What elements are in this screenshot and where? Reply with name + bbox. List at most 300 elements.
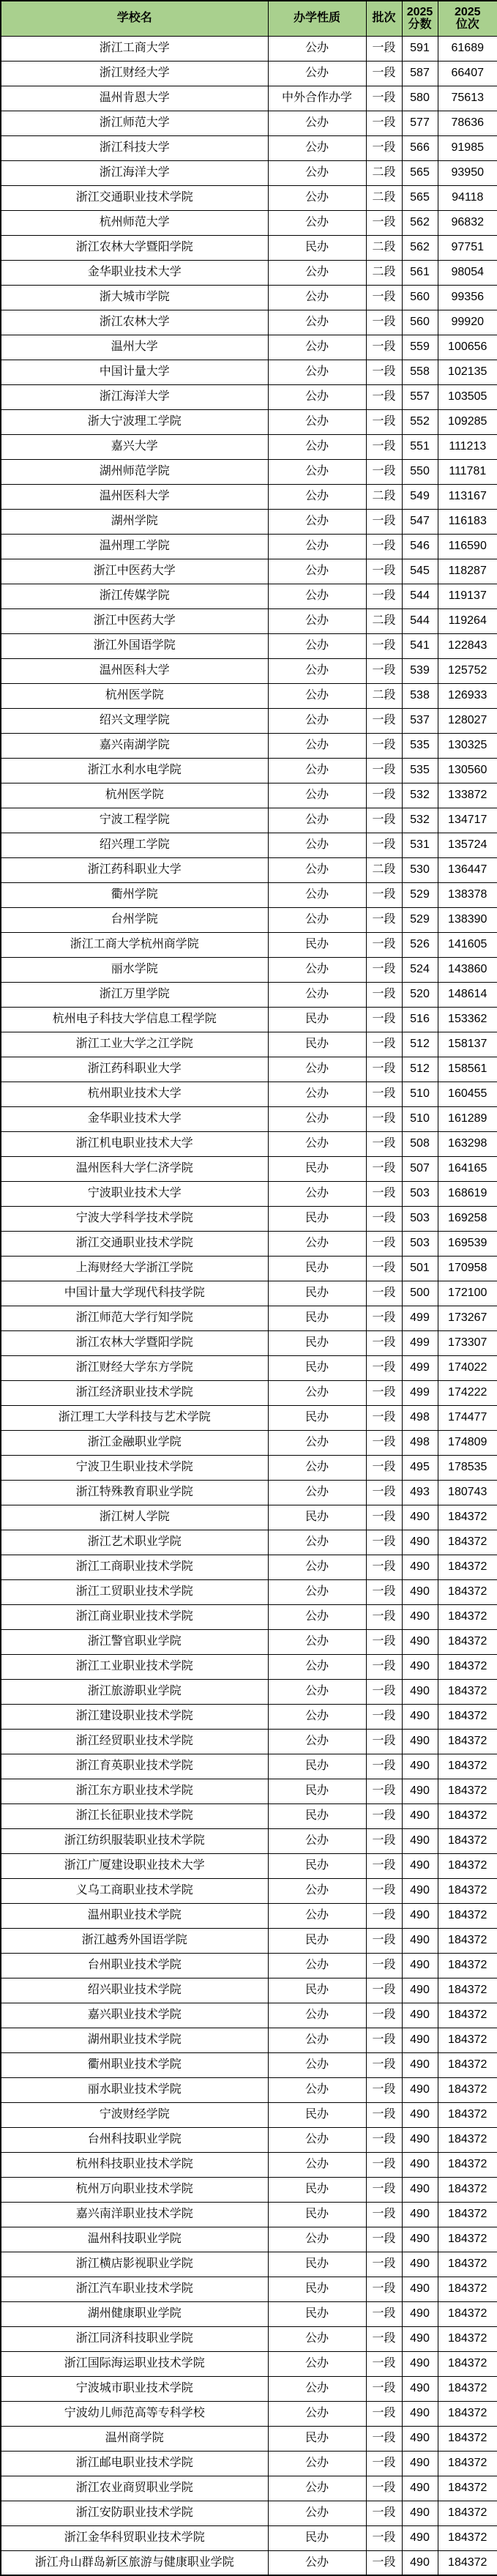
rank-cell: 184372	[438, 2127, 497, 2152]
rank-cell: 184372	[438, 2202, 497, 2227]
score-cell: 562	[402, 210, 438, 235]
table-row	[1, 1405, 497, 1430]
school-name-cell: 湖州职业技术学院	[1, 2028, 268, 2052]
rank-cell: 111213	[438, 434, 497, 459]
rank-cell: 164165	[438, 1156, 497, 1181]
rank-cell: 184372	[438, 2277, 497, 2301]
school-name-cell: 浙江工商大学杭州商学院	[1, 932, 268, 957]
school-name-cell: 宁波幼儿师范高等专科学校	[1, 2401, 268, 2426]
batch-cell: 一段	[366, 2426, 402, 2451]
batch-cell: 一段	[366, 2451, 402, 2476]
rank-cell: 109285	[438, 409, 497, 434]
rank-cell: 174022	[438, 1355, 497, 1380]
table-row	[1, 584, 497, 608]
rank-cell: 184372	[438, 1779, 497, 1803]
table-row	[1, 210, 497, 235]
table-row	[1, 1032, 497, 1057]
rank-cell: 169539	[438, 1231, 497, 1256]
type-cell: 民办	[268, 1007, 366, 1032]
type-cell: 公办	[268, 733, 366, 758]
rank-cell: 184372	[438, 1654, 497, 1679]
type-cell: 公办	[268, 1679, 366, 1704]
rank-cell: 160455	[438, 1082, 497, 1106]
table-row	[1, 907, 497, 932]
batch-cell: 一段	[366, 1878, 402, 1903]
table-row	[1, 135, 497, 160]
table-row	[1, 1131, 497, 1156]
table-row	[1, 111, 497, 135]
rank-cell: 184372	[438, 2326, 497, 2351]
school-name-cell: 中国计量大学	[1, 360, 268, 384]
header-rank-line2: 位次	[455, 18, 479, 31]
type-cell: 公办	[268, 1903, 366, 1928]
batch-cell: 一段	[366, 833, 402, 857]
table-row	[1, 1803, 497, 1828]
type-cell: 公办	[268, 2451, 366, 2476]
batch-cell: 一段	[366, 1306, 402, 1330]
rank-cell: 178535	[438, 1455, 497, 1480]
type-cell: 公办	[268, 559, 366, 584]
table-row	[1, 1355, 497, 1380]
type-cell: 公办	[268, 2003, 366, 2028]
type-cell: 民办	[268, 2252, 366, 2277]
score-cell: 532	[402, 783, 438, 808]
type-cell: 公办	[268, 783, 366, 808]
rank-cell: 148614	[438, 982, 497, 1007]
rank-cell: 91985	[438, 135, 497, 160]
school-name-cell: 浙江药科职业大学	[1, 1057, 268, 1082]
table-row	[1, 1181, 497, 1206]
score-cell: 490	[402, 2501, 438, 2525]
school-name-cell: 绍兴职业技术学院	[1, 1978, 268, 2003]
table-row	[1, 857, 497, 882]
batch-cell: 一段	[366, 1131, 402, 1156]
school-name-cell: 杭州万向职业技术学院	[1, 2177, 268, 2202]
table-row	[1, 235, 497, 260]
batch-cell: 一段	[366, 1106, 402, 1131]
score-cell: 495	[402, 1455, 438, 1480]
batch-cell: 一段	[366, 1231, 402, 1256]
batch-cell: 一段	[366, 1156, 402, 1181]
batch-cell: 一段	[366, 1729, 402, 1754]
type-cell: 公办	[268, 310, 366, 335]
rank-cell: 184372	[438, 2426, 497, 2451]
type-cell: 公办	[268, 1579, 366, 1604]
rank-cell: 184372	[438, 1505, 497, 1530]
table-row	[1, 658, 497, 683]
table-row	[1, 260, 497, 285]
header-type: 办学性质	[268, 1, 366, 36]
rank-cell: 143860	[438, 957, 497, 982]
school-name-cell: 台州职业技术学院	[1, 1953, 268, 1978]
rank-cell: 184372	[438, 1604, 497, 1629]
school-name-cell: 浙江工商职业技术学院	[1, 1555, 268, 1579]
type-cell: 公办	[268, 484, 366, 509]
table-row	[1, 1654, 497, 1679]
score-cell: 500	[402, 1281, 438, 1306]
table-row	[1, 833, 497, 857]
school-name-cell: 浙江理工大学科技与艺术学院	[1, 1405, 268, 1430]
batch-cell: 一段	[366, 2077, 402, 2102]
batch-cell: 一段	[366, 658, 402, 683]
type-cell: 民办	[268, 1330, 366, 1355]
score-cell: 490	[402, 2077, 438, 2102]
table-row	[1, 61, 497, 86]
type-cell: 公办	[268, 683, 366, 708]
score-cell: 490	[402, 1704, 438, 1729]
score-cell: 499	[402, 1355, 438, 1380]
type-cell: 公办	[268, 2476, 366, 2501]
score-cell: 490	[402, 2028, 438, 2052]
school-name-cell: 浙江交通职业技术学院	[1, 185, 268, 210]
type-cell: 公办	[268, 608, 366, 633]
score-cell: 538	[402, 683, 438, 708]
rank-cell: 135724	[438, 833, 497, 857]
rank-cell: 172100	[438, 1281, 497, 1306]
table-row	[1, 1978, 497, 2003]
score-cell: 510	[402, 1082, 438, 1106]
score-cell: 490	[402, 2525, 438, 2550]
type-cell: 民办	[268, 1281, 366, 1306]
batch-cell: 二段	[366, 608, 402, 633]
school-name-cell: 宁波城市职业技术学院	[1, 2376, 268, 2401]
rank-cell: 174477	[438, 1405, 497, 1430]
type-cell: 民办	[268, 1206, 366, 1231]
type-cell: 公办	[268, 808, 366, 833]
table-row	[1, 2252, 497, 2277]
table-row	[1, 1206, 497, 1231]
type-cell: 公办	[268, 384, 366, 409]
school-name-cell: 浙江工业职业技术学院	[1, 1654, 268, 1679]
batch-cell: 一段	[366, 111, 402, 135]
school-name-cell: 杭州师范大学	[1, 210, 268, 235]
header-school: 学校名	[1, 1, 268, 36]
score-cell: 512	[402, 1057, 438, 1082]
header-score-line2: 分数	[408, 18, 432, 31]
header-score	[402, 1, 438, 36]
rank-cell: 173267	[438, 1306, 497, 1330]
rank-cell: 184372	[438, 1803, 497, 1828]
batch-cell: 一段	[366, 932, 402, 957]
table-row	[1, 509, 497, 534]
table-header	[1, 1, 497, 36]
rank-cell: 66407	[438, 61, 497, 86]
type-cell: 公办	[268, 1480, 366, 1505]
type-cell: 公办	[268, 1231, 366, 1256]
type-cell: 民办	[268, 1803, 366, 1828]
type-cell: 公办	[268, 260, 366, 285]
score-cell: 490	[402, 2301, 438, 2326]
rank-cell: 158561	[438, 1057, 497, 1082]
rank-cell: 184372	[438, 2152, 497, 2177]
table-row	[1, 2451, 497, 2476]
table-row	[1, 2326, 497, 2351]
table-row	[1, 1007, 497, 1032]
score-cell: 490	[402, 1530, 438, 1555]
school-name-cell: 浙江农林大学暨阳学院	[1, 1330, 268, 1355]
rank-cell: 184372	[438, 2227, 497, 2252]
batch-cell: 一段	[366, 633, 402, 658]
score-cell: 529	[402, 907, 438, 932]
batch-cell: 一段	[366, 36, 402, 61]
table-row	[1, 1281, 497, 1306]
rank-cell: 180743	[438, 1480, 497, 1505]
batch-cell: 一段	[366, 882, 402, 907]
batch-cell: 一段	[366, 2376, 402, 2401]
batch-cell: 一段	[366, 534, 402, 559]
type-cell: 公办	[268, 2152, 366, 2177]
score-cell: 510	[402, 1106, 438, 1131]
school-name-cell: 杭州职业技术大学	[1, 1082, 268, 1106]
rank-cell: 184372	[438, 2177, 497, 2202]
score-cell: 544	[402, 584, 438, 608]
rank-cell: 174222	[438, 1380, 497, 1405]
batch-cell: 一段	[366, 758, 402, 783]
batch-cell: 一段	[366, 1604, 402, 1629]
batch-cell: 一段	[366, 907, 402, 932]
score-cell: 490	[402, 1555, 438, 1579]
type-cell: 公办	[268, 1530, 366, 1555]
score-cell: 537	[402, 708, 438, 733]
type-cell: 公办	[268, 1629, 366, 1654]
score-cell: 490	[402, 1654, 438, 1679]
batch-cell: 一段	[366, 1330, 402, 1355]
rank-cell: 61689	[438, 36, 497, 61]
score-cell: 490	[402, 2401, 438, 2426]
rank-cell: 184372	[438, 1679, 497, 1704]
score-cell: 535	[402, 758, 438, 783]
batch-cell: 二段	[366, 260, 402, 285]
score-cell: 551	[402, 434, 438, 459]
batch-cell: 一段	[366, 1679, 402, 1704]
table-row	[1, 758, 497, 783]
school-name-cell: 湖州师范学院	[1, 459, 268, 484]
table-row	[1, 2525, 497, 2550]
score-cell: 549	[402, 484, 438, 509]
score-cell: 532	[402, 808, 438, 833]
table-row	[1, 2476, 497, 2501]
school-name-cell: 温州大学	[1, 335, 268, 360]
score-cell: 490	[402, 2351, 438, 2376]
type-cell: 公办	[268, 61, 366, 86]
score-cell: 526	[402, 932, 438, 957]
school-name-cell: 金华职业技术大学	[1, 1106, 268, 1131]
score-cell: 498	[402, 1430, 438, 1455]
table-row	[1, 957, 497, 982]
score-cell: 587	[402, 61, 438, 86]
score-cell: 503	[402, 1181, 438, 1206]
batch-cell: 一段	[366, 1978, 402, 2003]
school-name-cell: 浙江越秀外国语学院	[1, 1928, 268, 1953]
table-row	[1, 1330, 497, 1355]
score-cell: 591	[402, 36, 438, 61]
school-name-cell: 衢州职业技术学院	[1, 2052, 268, 2077]
rank-cell: 122843	[438, 633, 497, 658]
score-cell: 552	[402, 409, 438, 434]
rank-cell: 168619	[438, 1181, 497, 1206]
batch-cell: 一段	[366, 434, 402, 459]
school-name-cell: 浙江汽车职业技术学院	[1, 2277, 268, 2301]
table-row	[1, 384, 497, 409]
type-cell: 公办	[268, 857, 366, 882]
score-cell: 490	[402, 2476, 438, 2501]
rank-cell: 184372	[438, 2550, 497, 2575]
table-row	[1, 1903, 497, 1928]
type-cell: 公办	[268, 633, 366, 658]
rank-cell: 184372	[438, 1978, 497, 2003]
table-row	[1, 2550, 497, 2575]
type-cell: 中外合作办学	[268, 86, 366, 111]
score-cell: 490	[402, 2052, 438, 2077]
school-name-cell: 浙江警官职业学院	[1, 1629, 268, 1654]
rank-cell: 184372	[438, 2376, 497, 2401]
table-row	[1, 2501, 497, 2525]
school-name-cell: 浙江长征职业技术学院	[1, 1803, 268, 1828]
score-cell: 529	[402, 882, 438, 907]
batch-cell: 一段	[366, 2227, 402, 2252]
school-name-cell: 湖州学院	[1, 509, 268, 534]
type-cell: 民办	[268, 1978, 366, 2003]
type-cell: 民办	[268, 2277, 366, 2301]
type-cell: 民办	[268, 1156, 366, 1181]
table-row	[1, 2301, 497, 2326]
rank-cell: 138390	[438, 907, 497, 932]
rank-cell: 153362	[438, 1007, 497, 1032]
score-cell: 490	[402, 1754, 438, 1779]
table-row	[1, 1579, 497, 1604]
rank-cell: 130560	[438, 758, 497, 783]
type-cell: 民办	[268, 2202, 366, 2227]
school-name-cell: 温州肯恩大学	[1, 86, 268, 111]
table-row	[1, 434, 497, 459]
batch-cell: 一段	[366, 360, 402, 384]
score-cell: 507	[402, 1156, 438, 1181]
type-cell: 公办	[268, 360, 366, 384]
table-row	[1, 633, 497, 658]
batch-cell: 一段	[366, 459, 402, 484]
rank-cell: 128027	[438, 708, 497, 733]
batch-cell: 一段	[366, 1355, 402, 1380]
batch-cell: 一段	[366, 310, 402, 335]
score-cell: 490	[402, 2451, 438, 2476]
type-cell: 公办	[268, 1430, 366, 1455]
score-cell: 493	[402, 1480, 438, 1505]
rank-cell: 100656	[438, 335, 497, 360]
score-cell: 490	[402, 1978, 438, 2003]
score-cell: 490	[402, 1853, 438, 1878]
batch-cell: 二段	[366, 683, 402, 708]
score-cell: 520	[402, 982, 438, 1007]
score-cell: 512	[402, 1032, 438, 1057]
school-name-cell: 浙大宁波理工学院	[1, 409, 268, 434]
school-name-cell: 浙江师范大学行知学院	[1, 1306, 268, 1330]
rank-cell: 184372	[438, 2501, 497, 2525]
batch-cell: 一段	[366, 2351, 402, 2376]
batch-cell: 一段	[366, 2177, 402, 2202]
type-cell: 公办	[268, 957, 366, 982]
school-name-cell: 浙江财经大学东方学院	[1, 1355, 268, 1380]
school-name-cell: 浙江金华科贸职业技术学院	[1, 2525, 268, 2550]
type-cell: 公办	[268, 882, 366, 907]
score-cell: 490	[402, 2326, 438, 2351]
batch-cell: 一段	[366, 1928, 402, 1953]
rank-cell: 141605	[438, 932, 497, 957]
table-row	[1, 1106, 497, 1131]
type-cell: 民办	[268, 1306, 366, 1330]
batch-cell: 一段	[366, 1281, 402, 1306]
batch-cell: 一段	[366, 1530, 402, 1555]
school-name-cell: 浙江育英职业技术学院	[1, 1754, 268, 1779]
score-cell: 531	[402, 833, 438, 857]
batch-cell: 一段	[366, 2252, 402, 2277]
batch-cell: 一段	[366, 285, 402, 310]
school-name-cell: 温州医科大学	[1, 658, 268, 683]
school-name-cell: 浙江商业职业技术学院	[1, 1604, 268, 1629]
rank-cell: 93950	[438, 160, 497, 185]
score-cell: 490	[402, 1604, 438, 1629]
rank-cell: 125752	[438, 658, 497, 683]
type-cell: 公办	[268, 1380, 366, 1405]
rank-cell: 184372	[438, 1704, 497, 1729]
type-cell: 公办	[268, 2028, 366, 2052]
header-rank	[438, 1, 497, 36]
batch-cell: 一段	[366, 135, 402, 160]
batch-cell: 二段	[366, 857, 402, 882]
school-name-cell: 浙江农林大学暨阳学院	[1, 235, 268, 260]
school-name-cell: 浙江安防职业技术学院	[1, 2501, 268, 2525]
batch-cell: 一段	[366, 61, 402, 86]
rank-cell: 184372	[438, 2252, 497, 2277]
batch-cell: 一段	[366, 1032, 402, 1057]
type-cell: 公办	[268, 907, 366, 932]
batch-cell: 一段	[366, 1754, 402, 1779]
header-rank-line1: 2025	[454, 5, 481, 18]
rank-cell: 184372	[438, 1754, 497, 1779]
rank-cell: 184372	[438, 1579, 497, 1604]
batch-cell: 一段	[366, 384, 402, 409]
table-row	[1, 1604, 497, 1629]
school-name-cell: 浙江广厦建设职业技术大学	[1, 1853, 268, 1878]
school-name-cell: 浙江中医药大学	[1, 559, 268, 584]
batch-cell: 一段	[366, 1480, 402, 1505]
school-name-cell: 温州医科大学	[1, 484, 268, 509]
score-cell: 561	[402, 260, 438, 285]
table-row	[1, 2127, 497, 2152]
table-row	[1, 335, 497, 360]
score-cell: 490	[402, 2102, 438, 2127]
type-cell: 民办	[268, 1505, 366, 1530]
school-name-cell: 嘉兴南洋职业技术学院	[1, 2202, 268, 2227]
table-row	[1, 285, 497, 310]
batch-cell: 一段	[366, 1505, 402, 1530]
school-name-cell: 浙江农林大学	[1, 310, 268, 335]
score-cell: 490	[402, 2227, 438, 2252]
batch-cell: 一段	[366, 957, 402, 982]
batch-cell: 一段	[366, 2202, 402, 2227]
score-cell: 503	[402, 1206, 438, 1231]
school-name-cell: 浙江工贸职业技术学院	[1, 1579, 268, 1604]
header-batch: 批次	[366, 1, 402, 36]
score-cell: 490	[402, 2277, 438, 2301]
rank-cell: 119264	[438, 608, 497, 633]
type-cell: 公办	[268, 1057, 366, 1082]
rank-cell: 94118	[438, 185, 497, 210]
rank-cell: 169258	[438, 1206, 497, 1231]
school-name-cell: 绍兴文理学院	[1, 708, 268, 733]
rank-cell: 184372	[438, 2351, 497, 2376]
score-cell: 490	[402, 2426, 438, 2451]
type-cell: 公办	[268, 1555, 366, 1579]
